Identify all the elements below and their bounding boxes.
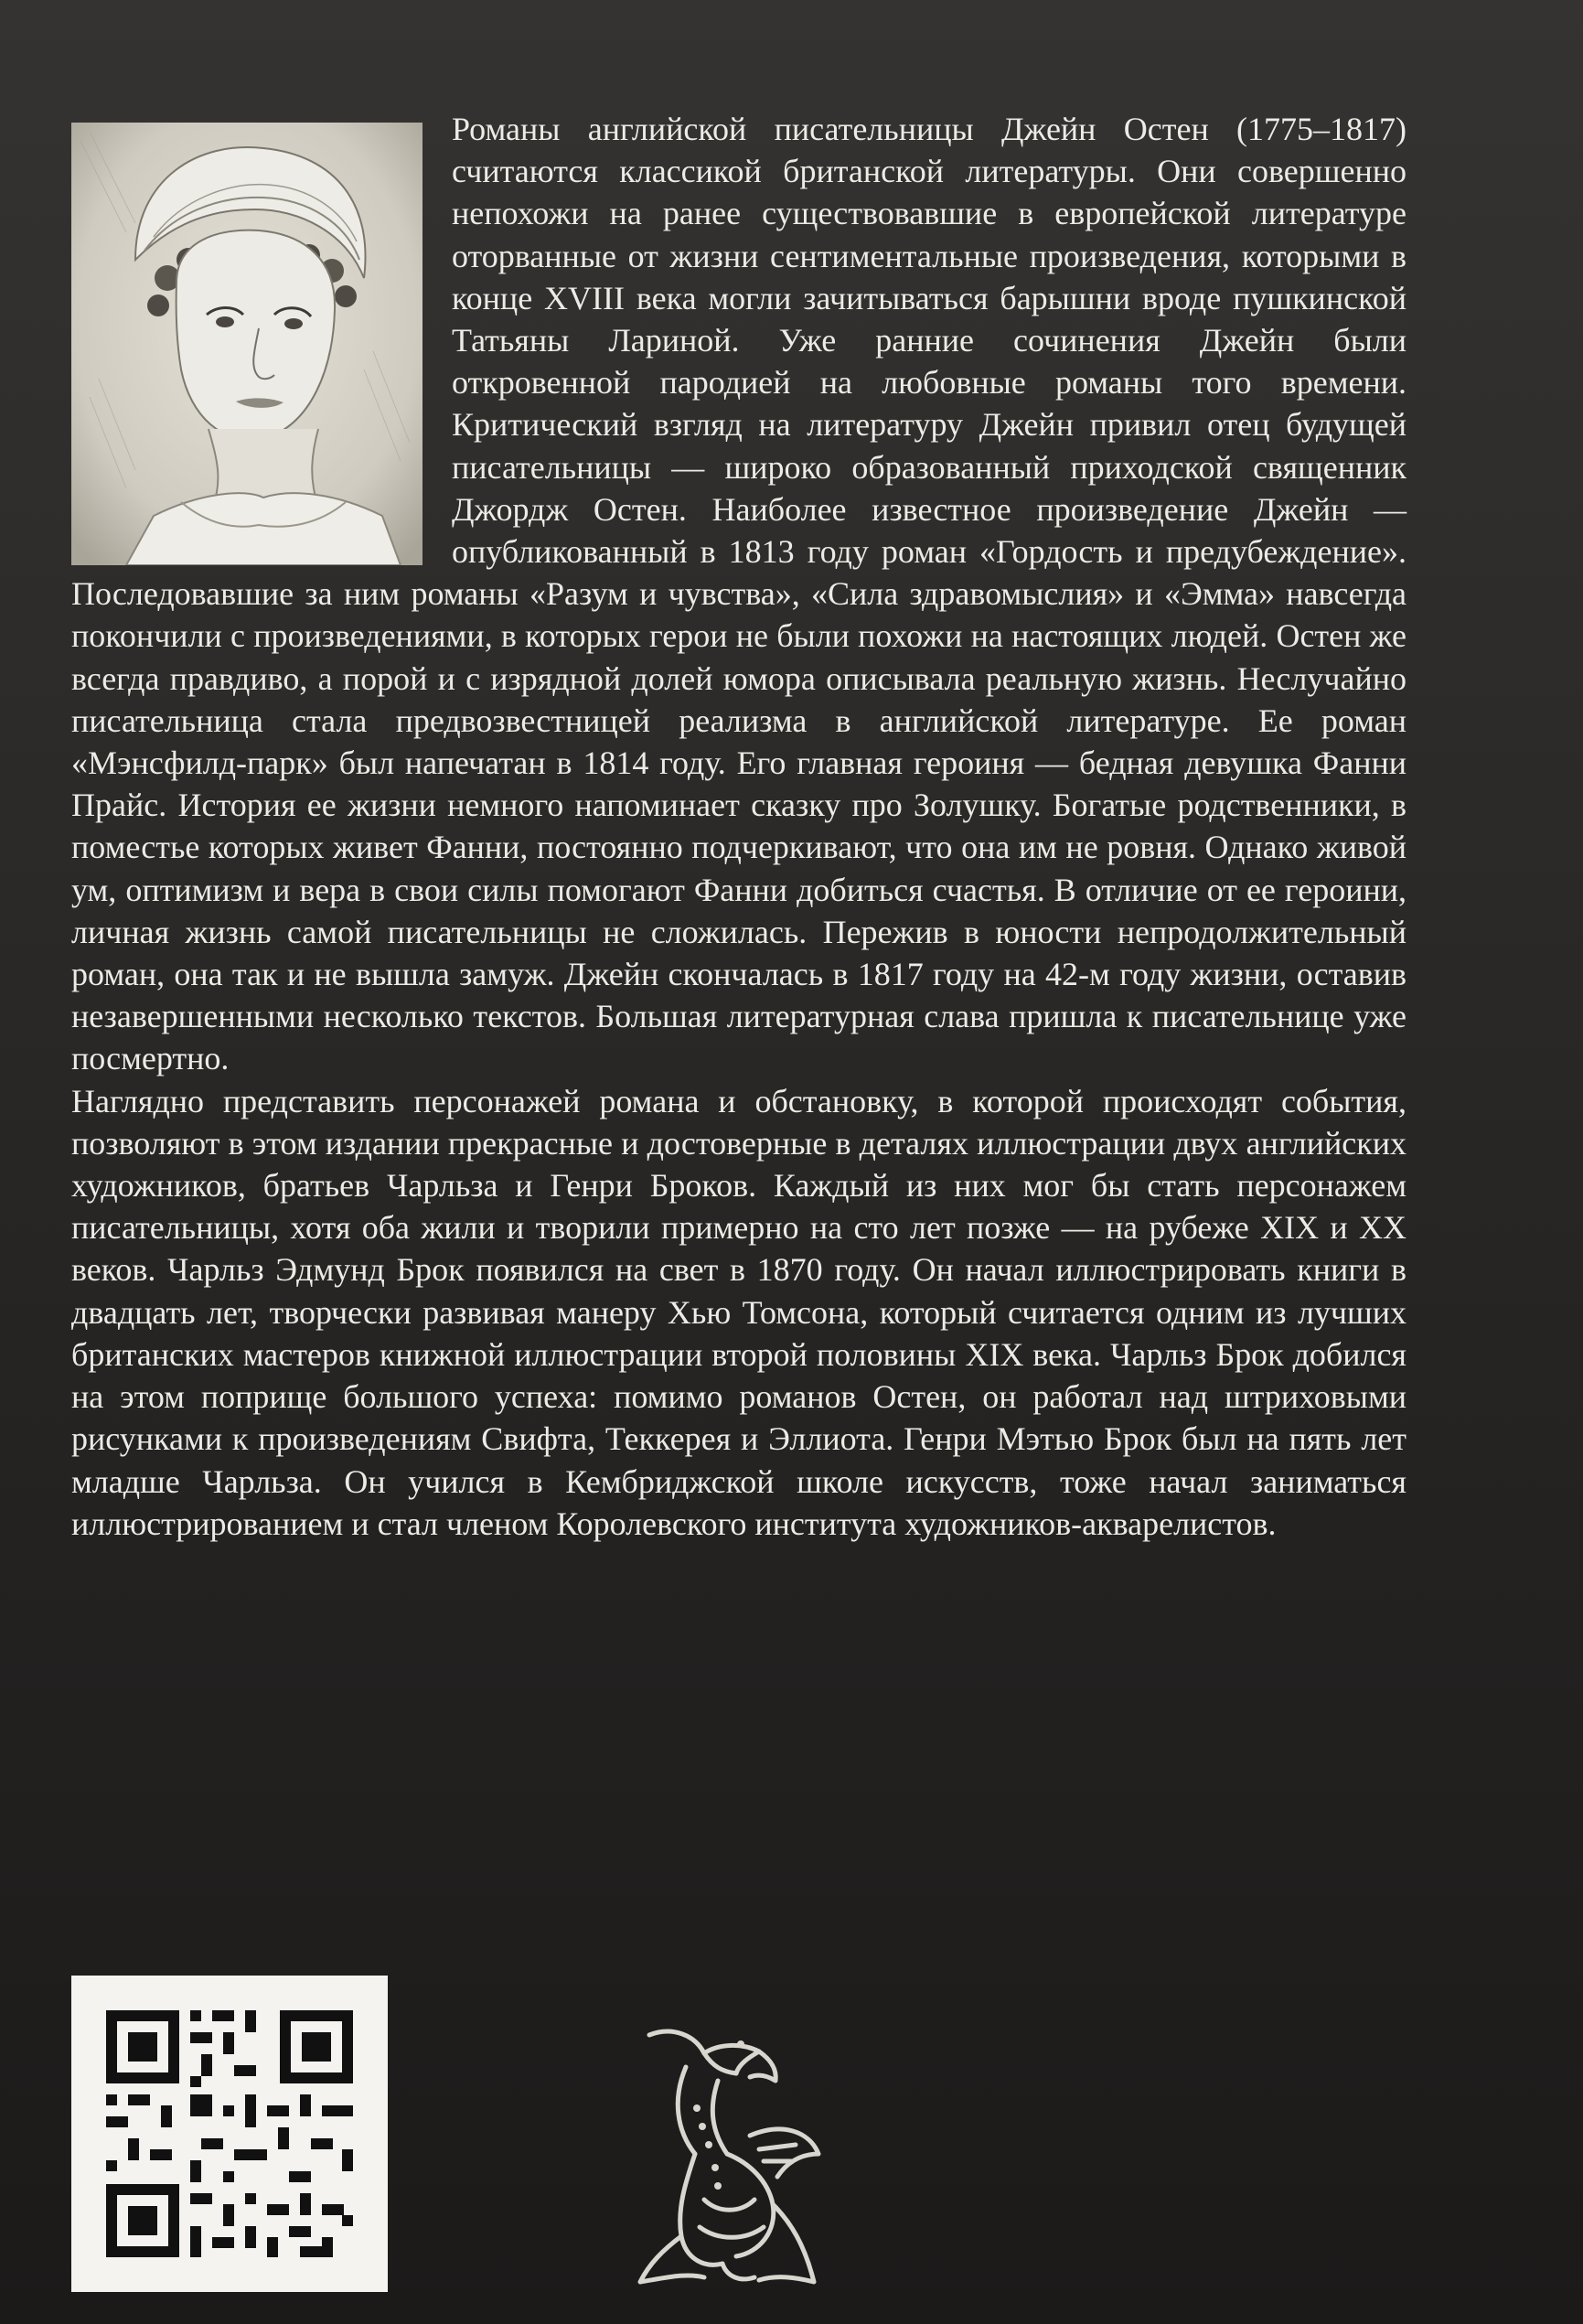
qr-code	[71, 1976, 388, 2292]
dragon-logo-icon	[631, 2017, 841, 2291]
publisher-logo	[631, 2017, 841, 2291]
annotation-paragraph-1: Романы английской писательницы Джейн Остен (1775–1817) считаются классикой британской литературы. Они совершенно непохожи на ранее существовавшие в европейской литературе оторванные от жизни сентиментальные произведения, которыми в конце XVIII века могли зачитываться барышни вроде пушкинской Татьяны Лариной. Уже ранние сочинения Джейн были откровенной пародией на любовные романы того времени. Критический взгляд на литературу Джейн привил отец будущей писательницы — широко образованный приходской священник Джордж Остен. Наиболее известное произведение Джейн — опубликованный в 1813 году роман «Гордость и предубеждение». Последовавшие за ним романы «Разум и чувства», «Сила здравомыслия» и «Эмма» навсегда покончили с произведениями, в которых герои не были похожи на настоящих людей. Остен же всегда правдиво, а порой и с изрядной долей юмора описывала реальную жизнь. Неслучайно писательница стала предвозвестницей реализма в английской литературе. Ее роман «Мэнсфилд-парк» был напечатан в 1814 году. Его главная героиня — бедная девушка Фанни Прайс. История ее жизни немного напоминает сказку про Золушку. Богатые родственники, в поместье которых живет Фанни, постоянно подчеркивают, что она им не ровня. Однако живой ум, оптимизм и вера в свои силы помогают Фанни добиться счастья. В отличие от ее героини, личная жизнь самой писательницы не сложилась. Пережив в юности непродолжительный роман, она так и не вышла замуж. Джейн скончалась в 1817 году на 42-м году жизни, оставив незавершенными несколько текстов. Большая литературная слава пришла к писательнице уже посмертно.	[71, 111, 1407, 1077]
portrait-spacer	[71, 108, 422, 552]
annotation-paragraph-2: Наглядно представить персонажей романа и обстановку, в которой происходят события, позволяют в этом издании прекрасные и достоверные в деталях иллюстрации двух английских художников, братьев Чарльза и Генри Броков. Каждый из них мог бы стать персонажем писательницы, хотя оба жили и творили примерно на сто лет позже — на рубеже XIX и XX веков. Чарльз Эдмунд Брок появился на свет в 1870 году. Он начал иллюстрировать книги в двадцать лет, творчески развивая манеру Хью Томсона, который считается одним из лучших британских мастеров книжной иллюстрации второй половины XIX века. Чарльз Брок добился на этом поприще большого успеха: помимо романов Остен, он работал над штриховыми рисунками к произведениям Свифта, Теккерея и Эллиота. Генри Мэтью Брок был на пять лет младше Чарльза. Он учился в Кембриджской школе искусств, тоже начал заниматься иллюстрированием и стал членом Королевского института художников-акварелистов.	[71, 1082, 1407, 1542]
qr-code-icon	[71, 1976, 388, 2292]
annotation-text	[71, 108, 1407, 1545]
